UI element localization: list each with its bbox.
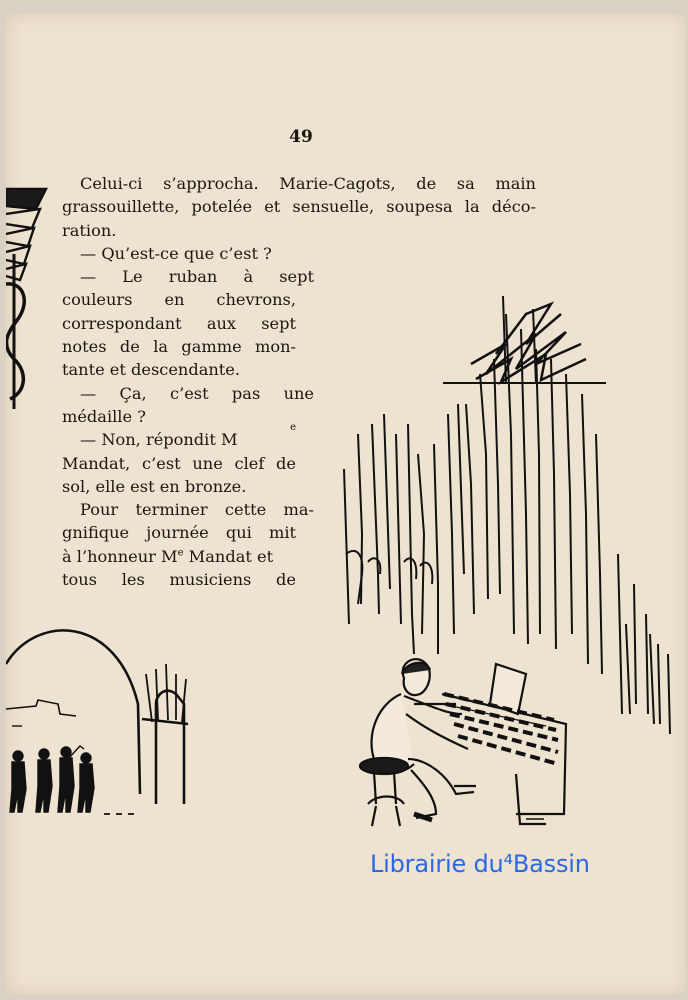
musicians-silhouettes bbox=[10, 746, 94, 812]
text-line: tous les musiciens de bbox=[62, 570, 296, 590]
text-line-part: — Non, répondit M bbox=[80, 430, 238, 450]
watermark: Librairie du⁴Bassin bbox=[370, 850, 590, 878]
text-line: Celui-ci s’approcha. Marie-Cagots, de sa main bbox=[80, 174, 536, 193]
superscript: e bbox=[177, 547, 184, 559]
book-page bbox=[6, 14, 686, 994]
text-line: couleurs en chevrons, bbox=[62, 290, 296, 310]
text-line: sol, elle est en bronze. bbox=[62, 476, 247, 496]
text-line: ration. bbox=[62, 220, 117, 240]
text-line: médaille ? bbox=[62, 406, 146, 426]
text-line: gnifique journée qui mit bbox=[62, 523, 296, 543]
text-line: Pour terminer cette ma- bbox=[80, 500, 314, 520]
text-line: — Qu’est-ce que c’est ? bbox=[80, 243, 272, 263]
text-line: notes de la gamme mon- bbox=[62, 337, 296, 357]
text-line: tante et descendante. bbox=[62, 360, 241, 380]
text-line: grassouillette, potelée et sensuelle, soupesa la déco- bbox=[62, 197, 536, 217]
text-line: correspondant aux sept bbox=[62, 313, 296, 333]
organ-console bbox=[442, 664, 566, 824]
text-line bbox=[62, 422, 296, 451]
text-line bbox=[62, 545, 296, 568]
text-line-part: à l’honneur M bbox=[62, 546, 178, 566]
arch-scene bbox=[6, 630, 188, 814]
text-line-part: Mandat et bbox=[183, 546, 274, 566]
page-number: 49 bbox=[289, 127, 313, 147]
text-line: Mandat, c’est une clef de bbox=[62, 453, 296, 473]
ribbon-clef-fragment bbox=[6, 189, 46, 409]
text-line: — Le ruban à sept bbox=[80, 267, 314, 287]
body-text bbox=[62, 172, 536, 591]
superscript: e bbox=[290, 422, 296, 434]
text-line: — Ça, c’est pas une bbox=[80, 383, 314, 403]
organist-figure bbox=[360, 659, 476, 826]
